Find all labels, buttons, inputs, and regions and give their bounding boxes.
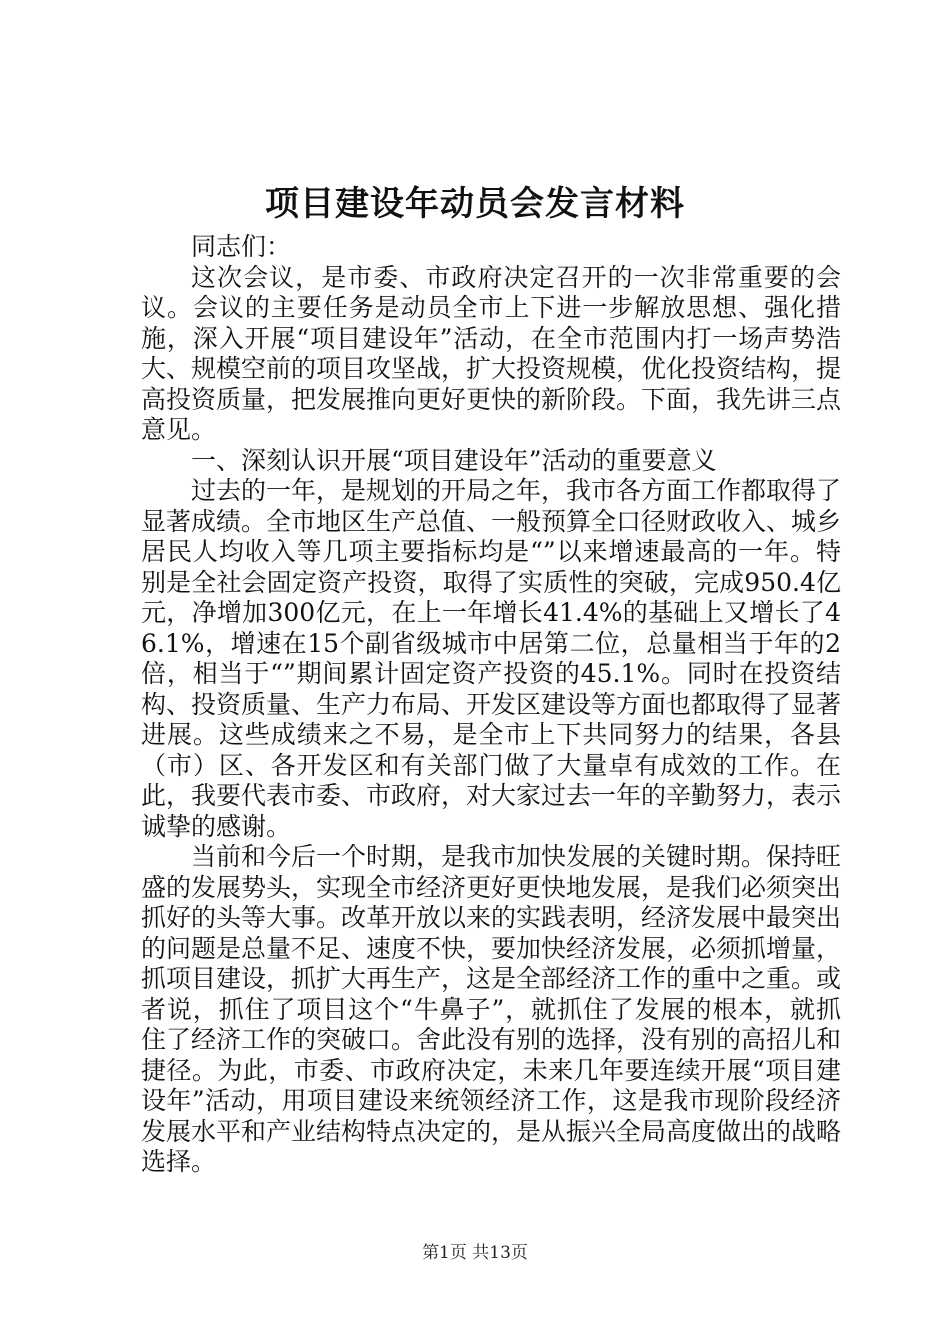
strategy-paragraph: 当前和今后一个时期，是我市加快发展的关键时期。保持旺盛的发展势头，实现全市经济更好更快地发展，是我们必须突出抓好的头等大事。改革开放以来的实践表明，经济发展中最突出的问题是总量不足、速度不快，要加快经济发展，必须抓增量，抓项目建设，抓扩大再生产，这是全部经济工作的重中之重。或者说，抓住了项目这个“牛鼻子”，就抓住了发展的根本，就抓住了经济工作的突破口。舍此没有别的选择，没有别的高招儿和捷径。为此，市委、市政府决定，未来几年要连续开展“项目建设年”活动，用项目建设来统领经济工作，这是我市现阶段经济发展水平和产业结构特点决定的，是从振兴全局高度做出的战略选择。 [141, 842, 842, 1176]
document-title: 项目建设年动员会发言材料 [265, 184, 685, 224]
document-body [141, 232, 841, 1178]
intro-paragraph: 这次会议，是市委、市政府决定召开的一次非常重要的会议。会议的主要任务是动员全市上下进一步解放思想、强化措施，深入开展“项目建设年”活动，在全市范围内打一场声势浩大、规模空前的项目攻坚战，扩大投资规模，优化投资结构，提高投资质量，把发展推向更好更快的新阶段。下面，我先讲三点意见。 [141, 262, 842, 444]
salutation-paragraph: 同志们： [191, 232, 292, 261]
section-heading: 一、深刻认识开展“项目建设年”活动的重要意义 [191, 445, 717, 475]
achievements-paragraph: 过去的一年，是规划的开局之年，我市各方面工作都取得了显著成绩。全市地区生产总值、一般预算全口径财政收入、城乡居民人均收入等几项主要指标均是“”以来增速最高的一年。特别是全社会固定资产投资，取得了实质性的突破，完成950.4亿元，净增加300亿元，在上一年增长41.4%的基础上又增长了46.1%，增速在15个副省级城市中居第二位，总量相当于年的2倍，相当于“”期间累计固定资产投资的45.1%。同时在投资结构、投资质量、生产力布局、开发区建设等方面也都取得了显著进展。这些成绩来之不易，是全市上下共同努力的结果，各县（市）区、各开发区和有关部门做了大量卓有成效的工作。在此，我要代表市委、市政府，对大家过去一年的辛勤努力，表示诚挚的感谢。 [141, 476, 842, 841]
page-number-footer: 第1页 共13页 [422, 1243, 528, 1263]
